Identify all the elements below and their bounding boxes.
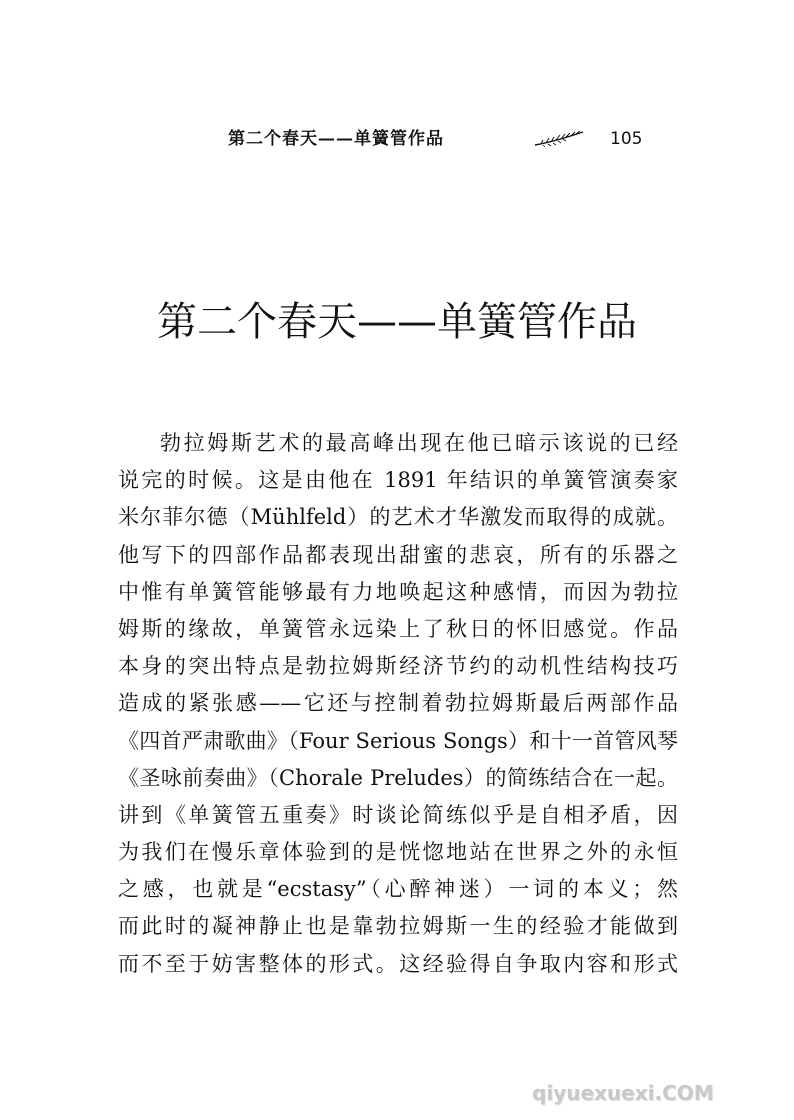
text-line: 讲到《单簧管五重奏》时谈论简练似乎是自相矛盾，因 [118, 802, 678, 827]
text-line: 之感，也就是“ecstasy”（心醉神迷）一词的本义；然 [118, 877, 678, 902]
text-line: 姆斯的缘故，单簧管永远染上了秋日的怀旧感觉。作品 [118, 616, 678, 641]
text-line: 中惟有单簧管能够最有力地唤起这种感情，而因为勃拉 [118, 579, 678, 604]
text-line: 本身的突出特点是勃拉姆斯经济节约的动机性结构技巧 [118, 654, 678, 679]
watermark-text: qiyuexuexi.COM [532, 1081, 714, 1105]
text-line: 说完的时候。这是由他在 1891 年结识的单簧管演奏家 [118, 468, 678, 493]
page-number: 105 [610, 129, 643, 149]
watermark-logo [532, 1078, 782, 1108]
text-line: 为我们在慢乐章体验到的是恍惚地站在世界之外的永恒 [118, 840, 678, 865]
text-line: 《四首严肃歌曲》（Four Serious Songs）和十一首管风琴 [118, 728, 678, 753]
text-line: 米尔菲尔德（Mühlfeld）的艺术才华激发而取得的成就。 [118, 505, 678, 530]
body-paragraph [118, 425, 678, 983]
text-line: 他写下的四部作品都表现出甜蜜的悲哀，所有的乐器之 [118, 542, 678, 567]
text-line: 而不至于妨害整体的形式。这经验得自争取内容和形式 [118, 951, 678, 976]
running-header [228, 128, 648, 154]
text-line: 而此时的凝神静止也是靠勃拉姆斯一生的经验才能做到 [118, 914, 678, 939]
text-line: 勃拉姆斯艺术的最高峰出现在他已暗示该说的已经 [160, 431, 678, 455]
text-line: 《圣咏前奏曲》（Chorale Preludes）的简练结合在一起。 [118, 765, 678, 790]
running-header-title: 第二个春天——单簧管作品 [228, 129, 444, 149]
chapter-title: 第二个春天——单簧管作品 [157, 299, 637, 345]
feather-ornament-icon [533, 130, 585, 148]
text-line: 造成的紧张感——它还与控制着勃拉姆斯最后两部作品 [118, 691, 678, 716]
